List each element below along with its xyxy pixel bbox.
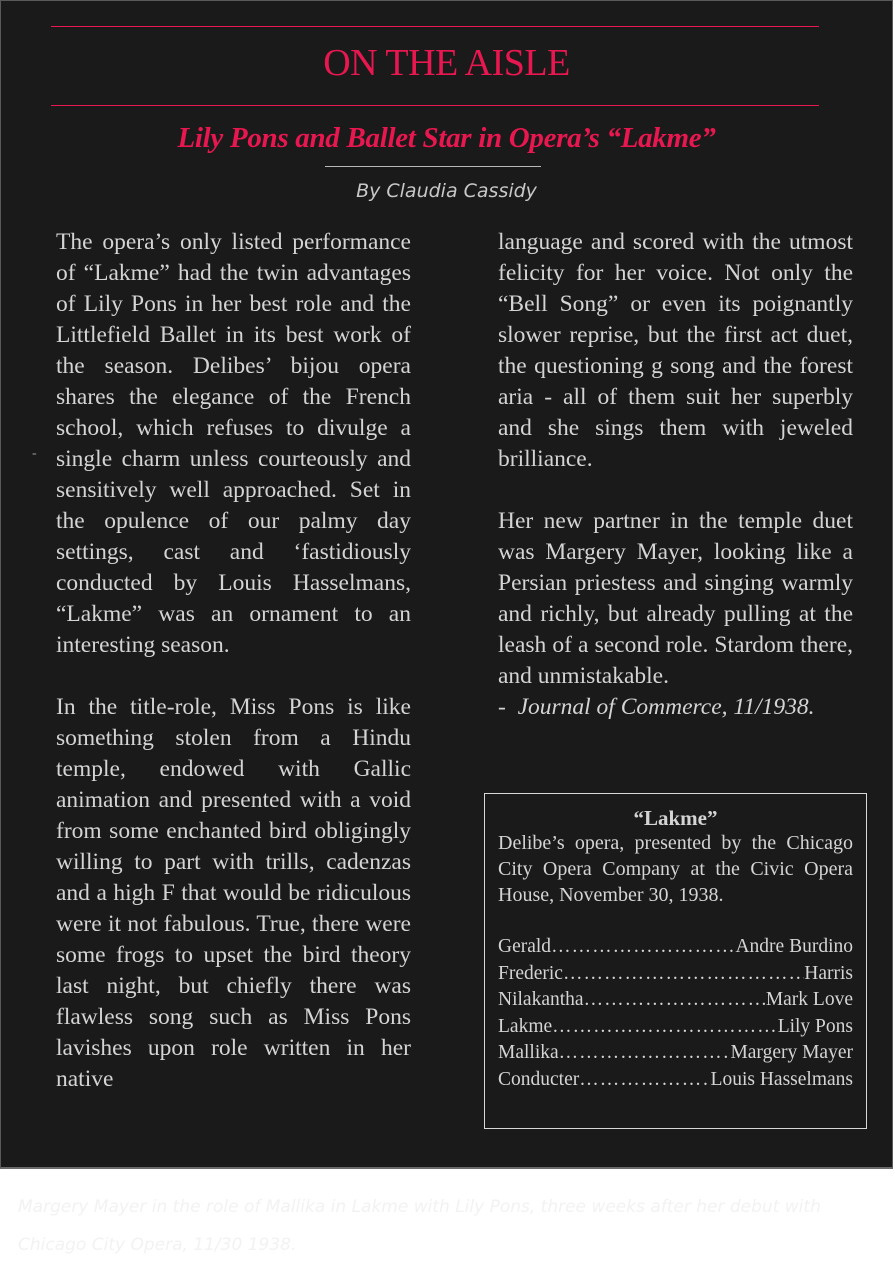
stray-mark: -: [32, 446, 37, 461]
cast-role: Conducter: [498, 1068, 580, 1090]
cast-row: [498, 961, 853, 988]
body-paragraph: Her new partner in the temple duet was Margery Mayer, looking like a Persian priestess and singing warmly and richly, but already pulling at the leash of a second role. Stardom there, and unmistakable.: [498, 508, 853, 689]
cast-row: [498, 934, 853, 961]
cast-actor: Louis Hasselmans: [710, 1068, 853, 1090]
leader-dots: [579, 1067, 710, 1094]
left-column: [56, 227, 411, 1095]
cast-box-title: “Lakme”: [633, 806, 718, 830]
source-name: Journal of Commerce, 11/1938.: [517, 694, 815, 720]
photo-caption: Margery Mayer in the role of Mallika in Lakme with Lily Pons, three weeks after her debut with Chicago City Opera, 11/30 1938.: [18, 1197, 821, 1255]
source-citation: [498, 692, 853, 723]
body-paragraph: In the title-role, Miss Pons is like something stolen from a Hindu temple, endowed with Gallic animation and presented with a void from some enchanted bird obligingly willing to part with trills, cadenzas and a high F that would be ridiculous were it not fabulous. True, there were some frogs to upset the bird theory last night, but chiefly there was flawless song such as Miss Pons lavishes upon role written in her native: [56, 694, 411, 1092]
leader-dots: [551, 934, 735, 961]
leader-dots: [563, 961, 804, 988]
cast-list: [498, 934, 853, 1093]
cast-role: Lakme: [498, 1015, 553, 1037]
body-paragraph: language and scored with the utmost felicity for her voice. Not only the “Bell Song” or even its poignantly slower reprise, but the first act duet, the questioning g song and the forest aria - all of them suit her superbly and she sings them with jeweled brilliance.: [498, 229, 853, 472]
cast-row: [498, 1040, 853, 1067]
leader-dots: [584, 987, 766, 1014]
cast-actor: Harris: [804, 962, 853, 984]
body-paragraph: The opera’s only listed performance of “Lakme” had the twin advantages of Lily Pons in her best role and the Littlefield Ballet in its best work of the season. Delibes’ bijou opera shares the elegance of the French school, which refuses to divulge a single charm unless courteously and sensitively well approached. Set in the opulence of our palmy day settings, cast and ‘fastidiously conducted by Louis Hasselmans, “Lakme” was an ornament to an interesting season.: [56, 229, 411, 658]
cast-actor: Andre Burdino: [735, 936, 853, 957]
masthead-title: ON THE AISLE: [323, 42, 570, 84]
cast-role: Nilakantha: [498, 989, 584, 1010]
cast-actor: Mark Love: [765, 989, 853, 1010]
cast-role: Frederic: [498, 962, 563, 984]
masthead-top-rule: [51, 26, 819, 27]
leader-dots: [552, 1014, 778, 1041]
cast-row: [498, 1014, 853, 1041]
cast-actor: Margery Mayer: [730, 1042, 853, 1063]
article-byline: By Claudia Cassidy: [356, 180, 537, 202]
cast-role: Mallika: [498, 1042, 559, 1063]
leader-dots: [559, 1040, 731, 1067]
source-dash: -: [498, 694, 506, 720]
right-column: [498, 227, 853, 723]
cast-role: Gerald: [498, 936, 552, 957]
cast-box: [484, 793, 867, 1129]
cast-row: [498, 1067, 853, 1094]
cast-actor: Lily Pons: [777, 1015, 853, 1037]
cast-row: [498, 987, 853, 1014]
masthead-bottom-rule: [51, 105, 819, 106]
article-headline: Lily Pons and Ballet Star in Opera’s “Lakme”: [177, 122, 716, 154]
cast-box-description: Delibe’s opera, presented by the Chicago City Opera Company at the Civic Opera House, November 30, 1938.: [498, 832, 853, 906]
headline-divider: [325, 166, 541, 167]
